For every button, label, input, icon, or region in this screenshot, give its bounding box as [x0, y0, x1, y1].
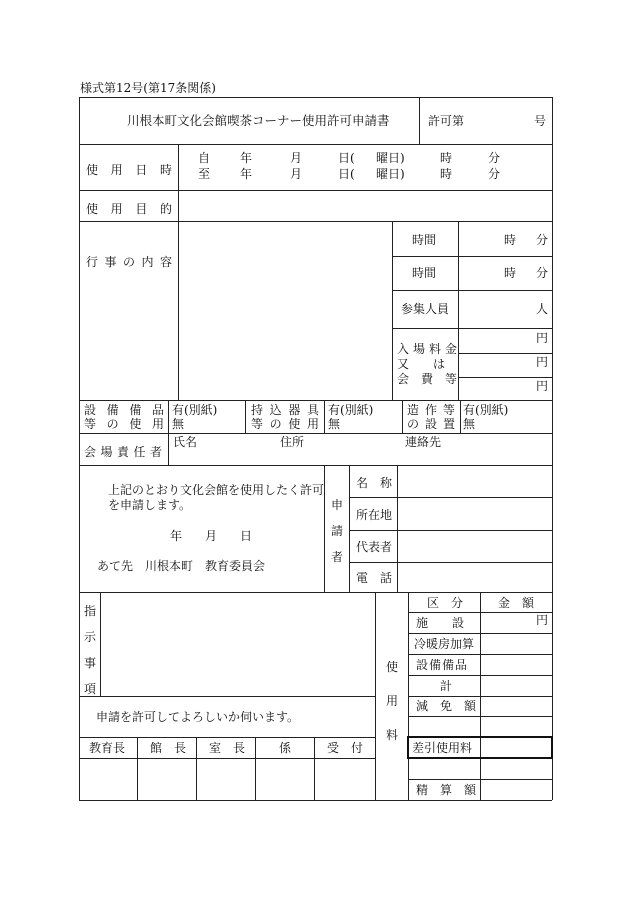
purpose-label: 使 用 目 的 [86, 202, 172, 216]
applicant-rep-label: 代表者 [356, 540, 393, 554]
applicant-phone-field[interactable] [399, 564, 550, 591]
fee-header-amount: 金 額 [498, 596, 535, 610]
application-date-year: 年 [170, 529, 183, 543]
permit-number-field[interactable] [468, 108, 528, 132]
stamp-director: 館 長 [150, 741, 187, 755]
fee-row-settlement: 精 算 額 [416, 783, 477, 797]
fee-yen-3: 円 [536, 379, 549, 393]
addressee: あて先 川根本町 教育委員会 [97, 559, 266, 573]
equipment-no[interactable]: 無 [172, 417, 185, 431]
application-text-2: を申請します。 [108, 498, 192, 512]
fee-row-facility: 施 設 [416, 616, 465, 630]
fee-row-equipment: 設備備品 [416, 658, 469, 672]
permit-label: 許可第 [428, 114, 465, 128]
event-label: 行 事 の 内 容 [86, 255, 172, 269]
fee-row-net: 差引使用料 [412, 741, 473, 755]
instructions-field[interactable] [102, 594, 373, 694]
event-content-field[interactable] [180, 223, 390, 398]
fee-row-reduction: 減 免 額 [416, 699, 477, 713]
fee-row-facility-yen: 円 [536, 613, 549, 627]
permit-suffix: 号 [534, 114, 547, 128]
fee-yen-2: 円 [536, 355, 549, 369]
manager-contact-label: 連絡先 [405, 435, 442, 449]
form-title: 川根本町文化会館喫茶コーナー使用許可申請書 [127, 113, 390, 128]
stamp-superintendent: 教育長 [89, 741, 126, 755]
form-number: 様式第12号(第17条関係) [80, 81, 216, 95]
usage-fee-label: 使用料 [385, 660, 398, 742]
applicant-name-label: 名 称 [356, 476, 393, 490]
date-time-label: 使 用 日 時 [86, 163, 172, 177]
construction-no[interactable]: 無 [463, 417, 476, 431]
event-time2-minute: 分 [536, 266, 549, 280]
instructions-label: 指示事項 [83, 604, 96, 696]
fee-label-line1: 入場料金 [397, 342, 462, 356]
purpose-field[interactable] [180, 192, 550, 220]
event-time1-hour: 時 [504, 233, 517, 247]
manager-address-label: 住所 [280, 435, 305, 449]
applicant-phone-label: 電 話 [356, 571, 393, 585]
applicant-name-field[interactable] [399, 467, 550, 496]
manager-name-label: 氏名 [173, 435, 198, 449]
carry-in-yes[interactable]: 有(別紙) [328, 403, 374, 417]
event-time2-hour: 時 [504, 266, 517, 280]
applicant-address-field[interactable] [399, 499, 550, 529]
attendees-unit: 人 [536, 302, 549, 316]
applicant-rep-field[interactable] [399, 532, 550, 561]
carry-in-label: 持 込 器 具 等 の 使 用 [251, 403, 319, 431]
event-time2-label: 時間 [412, 266, 437, 280]
application-date-month: 月 [205, 529, 218, 543]
carry-in-no[interactable]: 無 [328, 417, 341, 431]
stamp-staff: 係 [279, 741, 292, 755]
approval-text: 申請を許可してよろしいか伺います。 [96, 710, 300, 724]
fee-header-category: 区 分 [427, 596, 464, 610]
construction-yes[interactable]: 有(別紙) [463, 403, 509, 417]
applicant-address-label: 所在地 [356, 508, 393, 522]
event-time1-minute: 分 [536, 233, 549, 247]
fee-yen-1: 円 [536, 331, 549, 345]
construction-label: 造 作 等 の 設 置 [407, 403, 455, 431]
event-time1-label: 時間 [412, 233, 437, 247]
equipment-yes[interactable]: 有(別紙) [172, 403, 218, 417]
equipment-label: 設 備 備 品 等 の 使 用 [84, 403, 164, 431]
application-date-day: 日 [240, 529, 253, 543]
applicant-label: 申請者 [330, 498, 343, 564]
stamp-reception: 受 付 [327, 741, 364, 755]
fee-label-line2: 又 は [397, 357, 446, 371]
fee-row-heating: 冷暖房加算 [414, 637, 475, 651]
application-text-1: 上記のとおり文化会館を使用したく許可 [108, 483, 325, 497]
fee-label-line3: 会 費 等 [397, 372, 458, 386]
manager-label: 会 場 責 任 者 [84, 445, 162, 459]
attendees-label: 参集人員 [401, 302, 450, 316]
fee-row-total: 計 [440, 679, 453, 693]
stamp-section-chief: 室 長 [209, 741, 246, 755]
